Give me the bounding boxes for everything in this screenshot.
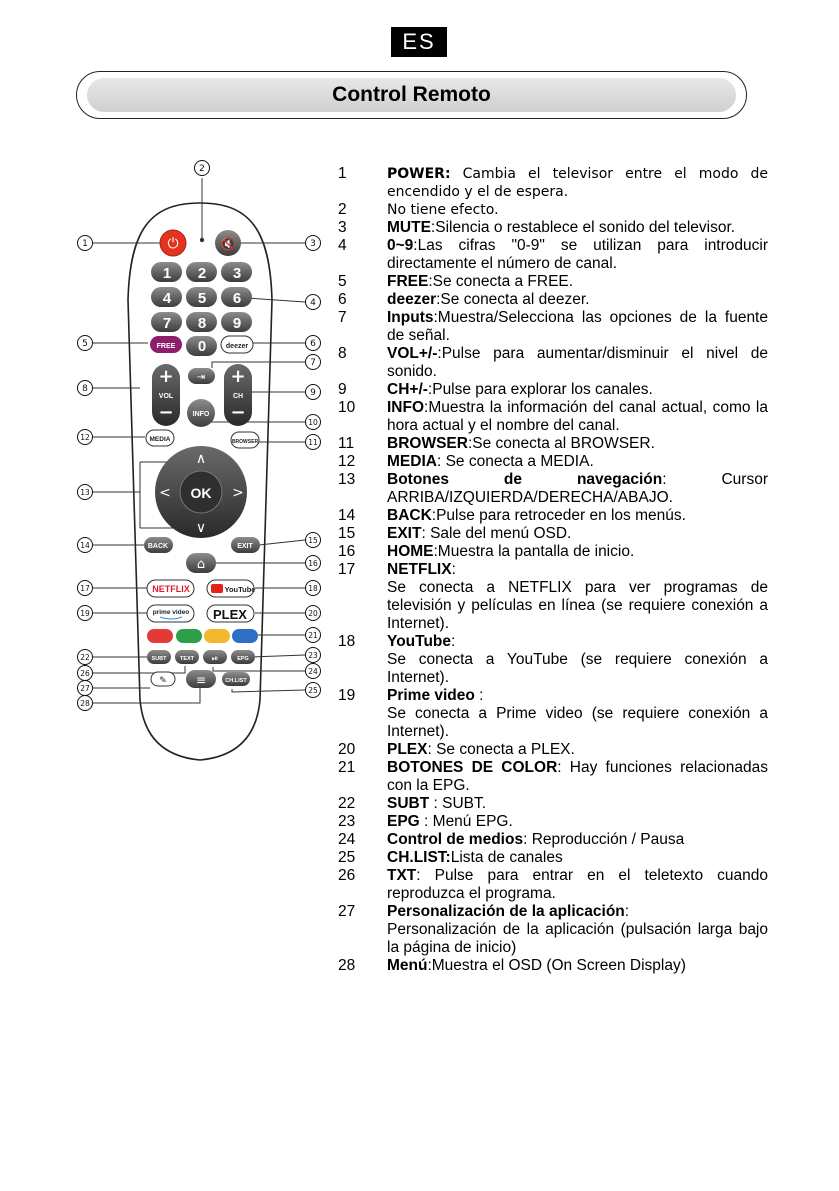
prime-video-label: prime video — [152, 609, 190, 616]
list-item — [338, 201, 768, 219]
exit-label: EXIT — [237, 543, 253, 550]
item-description: : — [474, 687, 484, 704]
epg-label: EPG — [237, 656, 249, 662]
item-description-detail: Se conecta a Prime video (se requiere conexión a Internet). — [387, 705, 768, 740]
blue-button — [232, 629, 258, 643]
list-item — [338, 831, 768, 849]
list-item — [338, 291, 768, 309]
item-number: 6 — [338, 291, 347, 308]
item-number: 26 — [338, 867, 356, 884]
item-text — [387, 165, 768, 201]
number-key-label: 5 — [197, 290, 207, 307]
item-label: 0~9 — [387, 237, 414, 254]
back-label: BACK — [147, 543, 169, 550]
item-number: 28 — [338, 957, 356, 974]
ch-label: CH — [232, 393, 244, 400]
list-item — [338, 381, 768, 399]
item-text — [387, 867, 768, 903]
item-description: : — [624, 903, 630, 920]
callout-number: 4 — [310, 298, 316, 308]
list-item — [338, 633, 768, 687]
number-key-label: 9 — [232, 315, 242, 332]
item-label: MUTE — [387, 219, 431, 236]
green-button — [176, 629, 202, 643]
list-item — [338, 471, 768, 507]
item-number: 24 — [338, 831, 356, 848]
item-number: 27 — [338, 903, 356, 920]
ch-list-label: CH.LIST — [225, 678, 247, 684]
page-title: Control Remoto — [87, 78, 736, 112]
callout-number: 10 — [308, 418, 318, 427]
item-label: PLEX — [387, 741, 428, 758]
mute-icon: 🔇 — [220, 237, 236, 251]
nav-up-icon: ∧ — [195, 451, 207, 467]
item-number: 15 — [338, 525, 356, 542]
item-number: 9 — [338, 381, 347, 398]
item-number: 5 — [338, 273, 347, 290]
item-label: YouTube — [387, 633, 451, 650]
item-description: :Silencia o restablece el sonido del televisor. — [430, 219, 736, 236]
list-item — [338, 525, 768, 543]
list-item — [338, 309, 768, 345]
item-text — [387, 957, 768, 975]
media-label: MEDIA — [149, 436, 171, 443]
item-description: :Pulse para retroceder en los menús. — [431, 507, 686, 524]
nav-right-icon: > — [232, 485, 244, 501]
plex-label: PLEX — [213, 607, 247, 622]
item-label: Menú — [387, 957, 428, 974]
item-description: : Pulse para entrar en el teletexto cuando reproduzca el programa. — [387, 867, 768, 902]
callout-number: 19 — [80, 609, 90, 618]
callout-number: 26 — [80, 669, 90, 678]
item-number: 19 — [338, 687, 356, 704]
indicator-led — [200, 238, 204, 242]
callout-number: 23 — [308, 651, 318, 660]
callout-number: 21 — [308, 631, 318, 640]
number-key-label: 8 — [197, 315, 207, 332]
item-description: : Menú EPG. — [419, 813, 513, 830]
item-description: :Muestra la información del canal actual, como la hora actual y el nombre del canal. — [387, 399, 768, 434]
item-text — [387, 201, 768, 219]
item-label: INFO — [387, 399, 425, 416]
list-item — [338, 507, 768, 525]
item-description: :Se conecta al deezer. — [436, 291, 590, 308]
item-text — [387, 741, 768, 759]
item-description: :Se conecta a FREE. — [428, 273, 574, 290]
item-label: CH+/- — [387, 381, 428, 398]
menu-icon: ≡ — [195, 673, 207, 687]
item-label: Prime video — [387, 687, 475, 704]
list-item — [338, 237, 768, 273]
power-icon: ⏻ — [167, 236, 179, 252]
item-description: Lista de canales — [450, 849, 563, 866]
item-text — [387, 525, 768, 543]
item-text — [387, 219, 768, 237]
item-label: TXT — [387, 867, 417, 884]
ch-plus-icon: + — [230, 366, 246, 387]
callout-number: 25 — [308, 686, 318, 695]
callout-number: 11 — [308, 438, 318, 447]
number-key-label: 4 — [162, 290, 172, 307]
item-description: : Sale del menú OSD. — [421, 525, 572, 542]
callout-number: 7 — [310, 358, 316, 368]
list-item — [338, 903, 768, 957]
item-label: deezer — [387, 291, 437, 308]
list-item — [338, 813, 768, 831]
item-description: :Pulse para explorar los canales. — [427, 381, 653, 398]
item-number: 14 — [338, 507, 356, 524]
item-number: 20 — [338, 741, 356, 758]
item-number: 25 — [338, 849, 356, 866]
item-label: FREE — [387, 273, 429, 290]
list-item — [338, 687, 768, 741]
item-description: : Se conecta a MEDIA. — [436, 453, 594, 470]
item-text — [387, 453, 768, 471]
item-label: Control de medios — [387, 831, 524, 848]
edit-icon: ✎ — [159, 676, 167, 686]
list-item — [338, 435, 768, 453]
item-description: : Hay funciones relacionadas con la EPG. — [387, 759, 768, 794]
list-item — [338, 219, 768, 237]
item-text — [387, 543, 768, 561]
item-number: 13 — [338, 471, 356, 488]
callout-number: 28 — [80, 699, 90, 708]
item-label: NETFLIX — [387, 561, 452, 578]
callout-number: 9 — [310, 388, 316, 398]
item-description: :Muestra/Selecciona las opciones de la fuente de señal. — [387, 309, 768, 344]
key-description-list — [338, 165, 768, 975]
item-description-detail: Personalización de la aplicación (pulsación larga bajo la página de inicio) — [387, 921, 768, 956]
item-text — [387, 399, 768, 435]
item-description: : — [451, 561, 456, 578]
item-label: MEDIA — [387, 453, 437, 470]
item-description: : Reproducción / Pausa — [523, 831, 685, 848]
item-text — [387, 237, 768, 273]
item-text — [387, 291, 768, 309]
item-text — [387, 813, 768, 831]
item-number: 12 — [338, 453, 356, 470]
item-number: 2 — [338, 201, 347, 218]
item-text — [387, 903, 768, 957]
item-description: Cambia el televisor entre el modo de encendido y el de espera. — [387, 166, 768, 200]
callout-number: 6 — [310, 339, 316, 349]
item-label: Botones de navegación — [387, 471, 663, 488]
youtube-label: YouTube — [224, 585, 256, 594]
leader-line — [259, 540, 305, 545]
item-number: 21 — [338, 759, 356, 776]
item-text — [387, 309, 768, 345]
item-text — [387, 345, 768, 381]
item-description: :Las cifras "0-9" se utilizan para introducir directamente el número de canal. — [387, 237, 768, 272]
nav-left-icon: < — [159, 485, 171, 501]
callout-number: 27 — [80, 684, 90, 693]
item-text — [387, 435, 768, 453]
item-text — [387, 507, 768, 525]
callout-number: 18 — [308, 584, 318, 593]
browser-label: BROWSER — [231, 439, 259, 445]
remote-illustration — [60, 150, 330, 770]
item-number: 7 — [338, 309, 347, 326]
nav-down-icon: ∨ — [195, 520, 207, 536]
red-button — [147, 629, 173, 643]
item-label: EPG — [387, 813, 420, 830]
list-item — [338, 165, 768, 201]
list-item — [338, 759, 768, 795]
list-item — [338, 561, 768, 633]
callout-number: 3 — [310, 239, 316, 249]
subt-label: SUBT — [151, 656, 167, 662]
vol-minus-icon: − — [158, 402, 174, 423]
item-description: : Cursor ARRIBA/IZQUIERDA/DERECHA/ABAJO. — [387, 471, 769, 506]
callout-number: 14 — [80, 541, 90, 550]
item-text — [387, 561, 768, 633]
item-number: 18 — [338, 633, 356, 650]
callout-number: 8 — [82, 384, 88, 394]
item-description: :Pulse para aumentar/disminuir el nivel de sonido. — [387, 345, 768, 380]
callout-number: 2 — [199, 164, 205, 174]
item-description-detail: Se conecta a NETFLIX para ver programas de televisión y películas en línea (se requiere conexión a Internet). — [387, 579, 768, 632]
callout-number: 22 — [80, 653, 90, 662]
item-number: 16 — [338, 543, 356, 560]
list-item — [338, 453, 768, 471]
callout-number: 17 — [80, 584, 90, 593]
list-item — [338, 957, 768, 975]
language-badge: ES — [391, 27, 447, 57]
play-pause-icon: ⏯ — [211, 654, 219, 663]
list-item — [338, 849, 768, 867]
item-number: 17 — [338, 561, 356, 578]
callout-number: 20 — [308, 609, 318, 618]
youtube-play-icon — [211, 584, 223, 593]
callout-number: 1 — [82, 239, 88, 249]
item-label: HOME — [387, 543, 434, 560]
callout-number: 13 — [80, 488, 90, 497]
yellow-button — [204, 629, 230, 643]
vol-label: VOL — [158, 393, 174, 400]
list-item — [338, 867, 768, 903]
ch-minus-icon: − — [230, 402, 246, 423]
item-label: BACK — [387, 507, 432, 524]
item-text — [387, 759, 768, 795]
list-item — [338, 399, 768, 435]
vol-plus-icon: + — [158, 366, 174, 387]
item-number: 1 — [338, 165, 347, 182]
number-key-label: 1 — [162, 265, 172, 282]
item-number: 11 — [338, 435, 355, 452]
deezer-label: deezer — [225, 343, 249, 350]
item-label: Inputs — [387, 309, 434, 326]
title-banner — [76, 71, 747, 119]
input-icon: ⇥ — [196, 372, 206, 383]
item-description: : SUBT. — [429, 795, 487, 812]
item-label: BROWSER — [387, 435, 468, 452]
item-description: :Se conecta al BROWSER. — [467, 435, 655, 452]
list-item — [338, 741, 768, 759]
item-number: 4 — [338, 237, 347, 254]
item-description: :Muestra el OSD (On Screen Display) — [427, 957, 686, 974]
netflix-label: NETFLIX — [152, 584, 190, 594]
item-text — [387, 633, 768, 687]
free-label: FREE — [156, 343, 176, 350]
item-text — [387, 471, 768, 507]
item-number: 3 — [338, 219, 347, 236]
item-label: BOTONES DE COLOR — [387, 759, 558, 776]
item-text — [387, 831, 768, 849]
text-label: TEXT — [179, 656, 195, 662]
item-label: POWER: — [387, 166, 451, 182]
callout-number: 12 — [80, 433, 90, 442]
number-key-label: 2 — [197, 265, 207, 282]
item-description-detail: Se conecta a YouTube (se requiere conexión a Internet). — [387, 651, 768, 686]
list-item — [338, 345, 768, 381]
item-number: 22 — [338, 795, 356, 812]
item-text — [387, 849, 768, 867]
item-label: VOL+/- — [387, 345, 438, 362]
item-number: 8 — [338, 345, 347, 362]
list-item — [338, 273, 768, 291]
item-text — [387, 687, 768, 741]
item-description: No tiene efecto. — [387, 202, 499, 218]
item-label: EXIT — [387, 525, 422, 542]
number-key-label: 3 — [232, 265, 242, 282]
home-icon: ⌂ — [196, 557, 206, 572]
item-text — [387, 381, 768, 399]
callout-number: 16 — [308, 559, 318, 568]
item-label: Personalización de la aplicación — [387, 903, 625, 920]
item-text — [387, 273, 768, 291]
callout-number: 5 — [82, 339, 88, 349]
callout-number: 15 — [308, 536, 318, 545]
list-item — [338, 795, 768, 813]
item-description: : — [451, 633, 456, 650]
number-key-label: 6 — [232, 290, 242, 307]
callout-number: 24 — [308, 667, 318, 676]
item-description: :Muestra la pantalla de inicio. — [433, 543, 635, 560]
item-number: 10 — [338, 399, 356, 416]
number-key-label: 7 — [162, 315, 172, 332]
item-label: CH.LIST: — [387, 849, 451, 866]
number-key-label: 0 — [197, 338, 207, 355]
item-text — [387, 795, 768, 813]
item-label: SUBT — [387, 795, 430, 812]
item-number: 23 — [338, 813, 356, 830]
list-item — [338, 543, 768, 561]
item-description: : Se conecta a PLEX. — [427, 741, 575, 758]
ok-label: OK — [190, 485, 212, 501]
info-label: INFO — [192, 411, 210, 418]
